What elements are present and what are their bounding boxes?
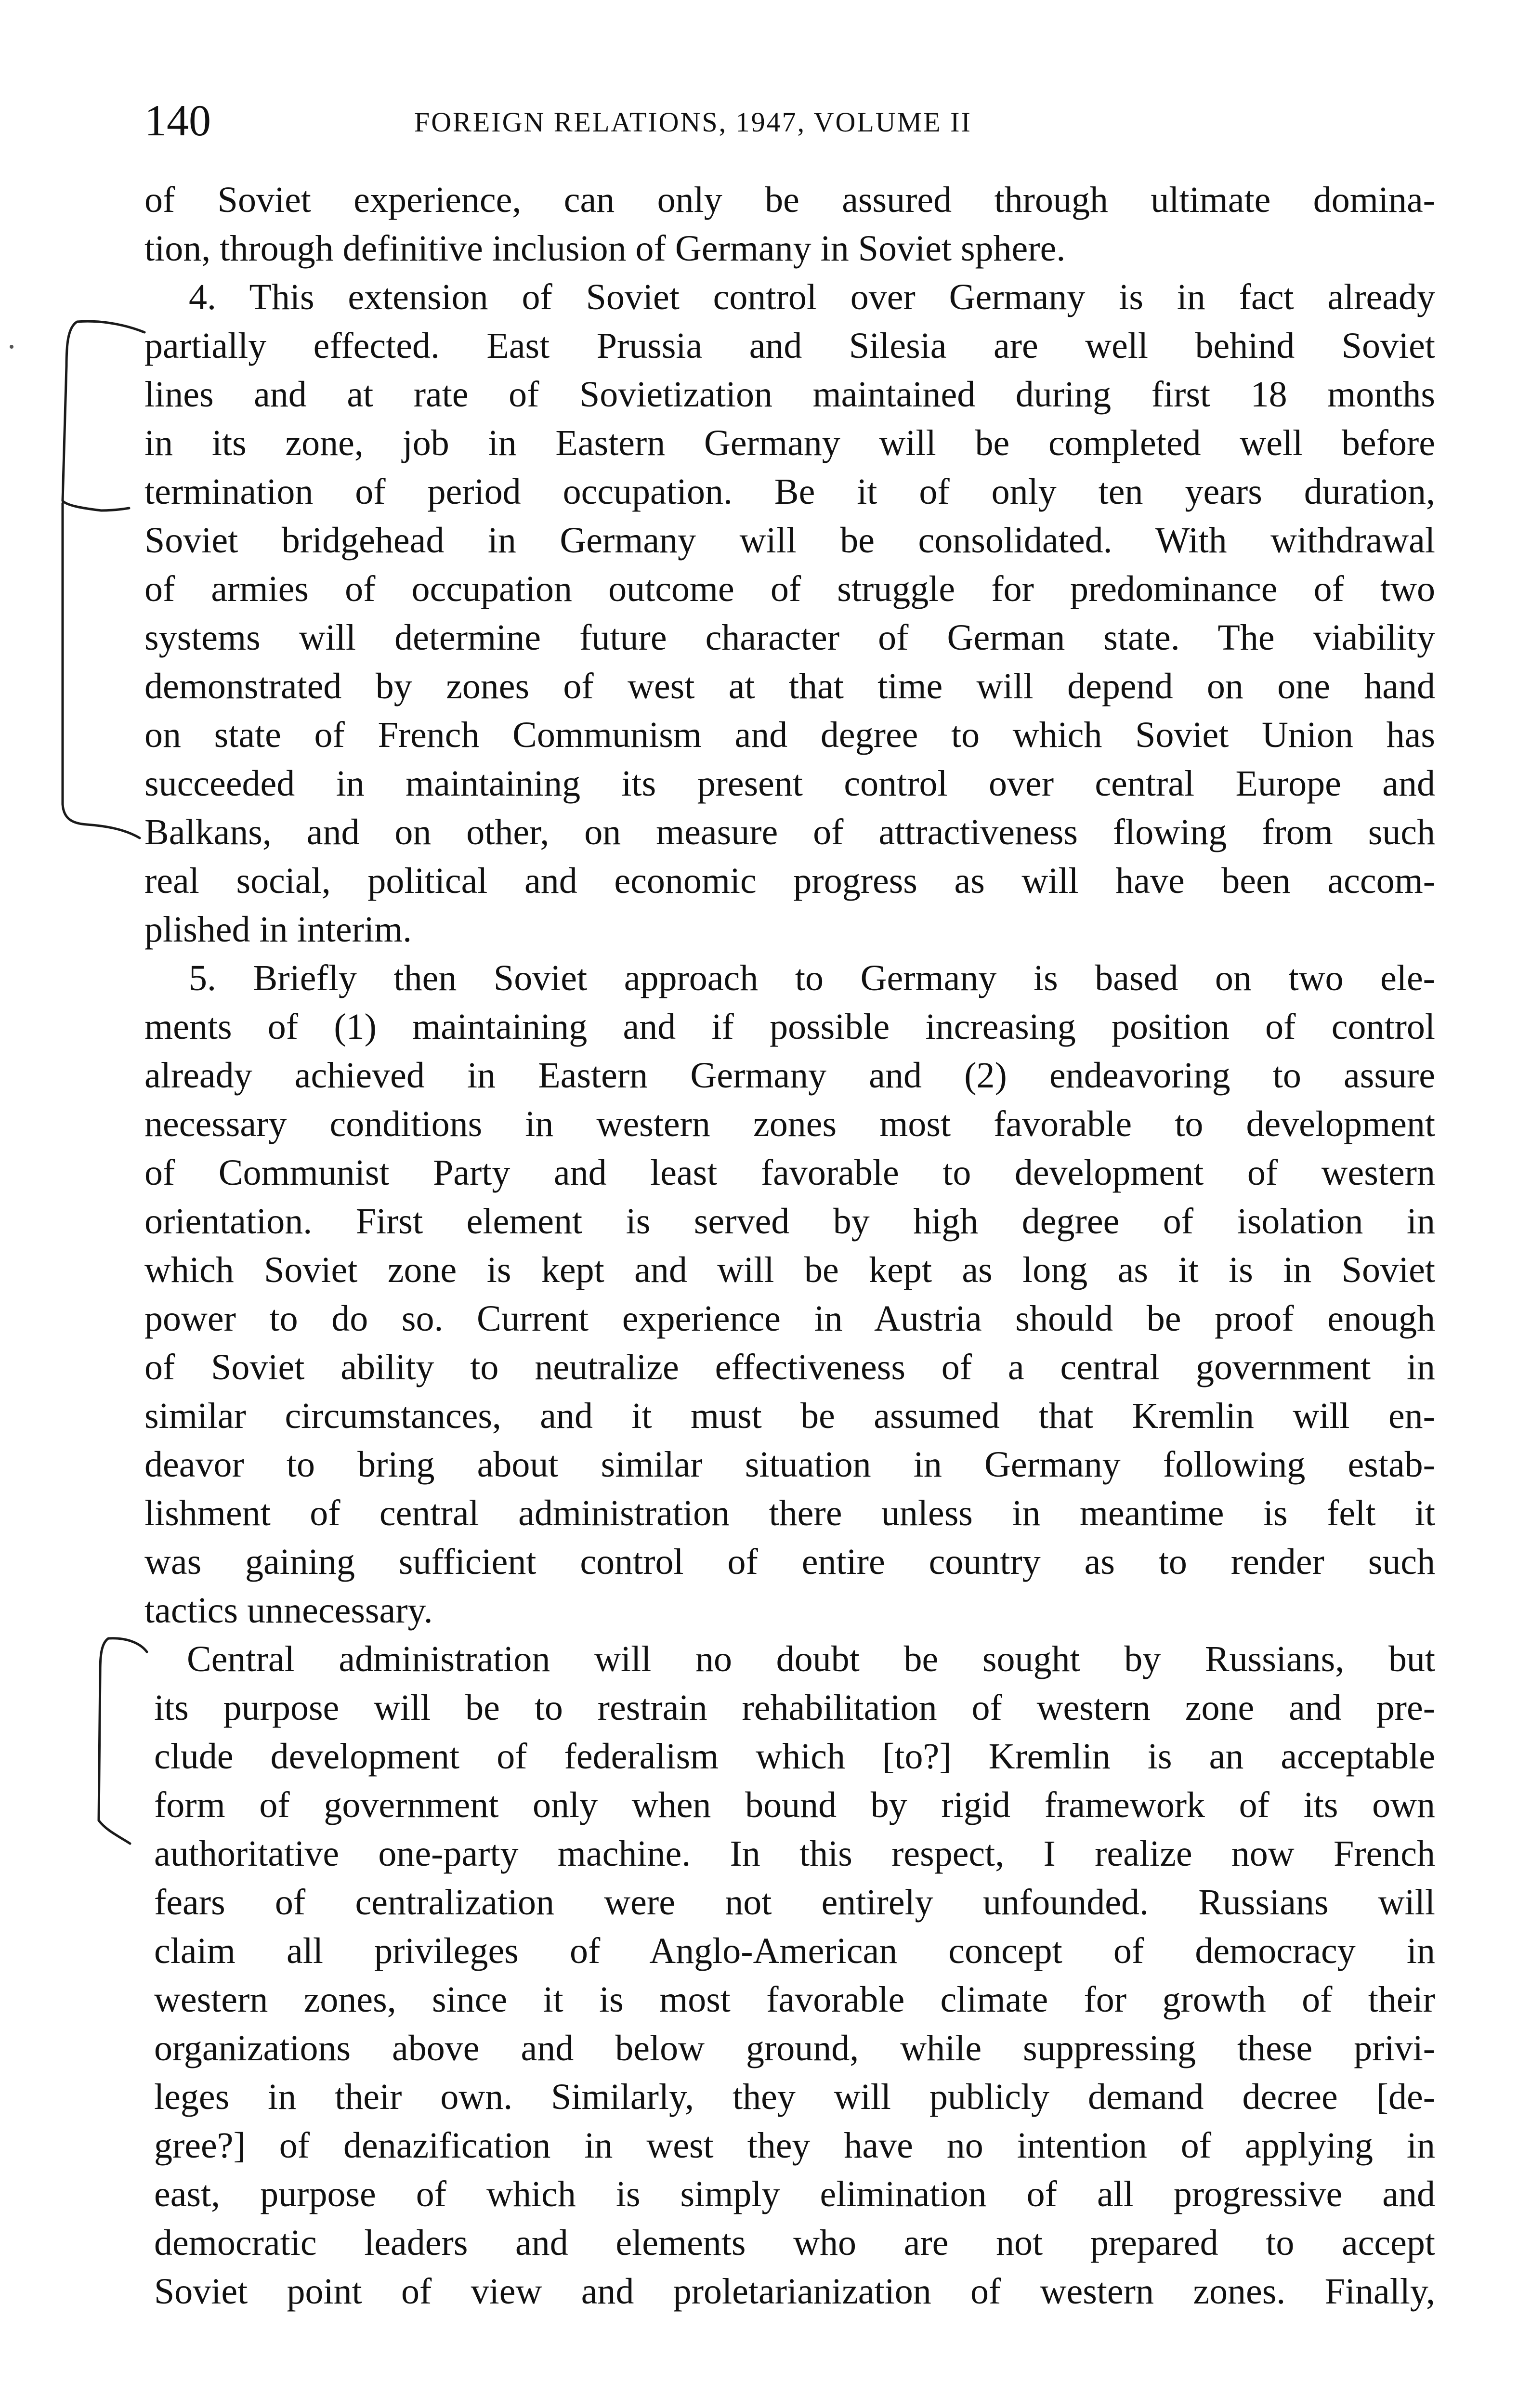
margin-bracket-middle — [63, 503, 140, 838]
text-line: clude development of federalism which [to?] Kremlin is an acceptable — [154, 1736, 1435, 1777]
text-line: succeeded in maintaining its present control over central Europe and — [144, 763, 1435, 804]
text-line: similar circumstances, and it must be assumed that Kremlin will en- — [144, 1396, 1435, 1436]
text-line: partially effected. East Prussia and Silesia are well behind Soviet — [144, 326, 1435, 366]
page-number: 140 — [144, 96, 211, 145]
text-line: already achieved in Eastern Germany and (2) endeavoring to assure — [144, 1055, 1435, 1096]
text-line: Soviet bridgehead in Germany will be consolidated. With withdrawal — [144, 520, 1435, 561]
text-line: plished in interim. — [144, 909, 412, 950]
text-line: of Communist Party and least favorable to development of western — [144, 1152, 1435, 1193]
text-line: termination of period occupation. Be it of only ten years duration, — [144, 471, 1435, 512]
text-line: form of government only when bound by rigid framework of its own — [154, 1785, 1435, 1825]
text-line: orientation. First element is served by high degree of isolation in — [144, 1201, 1435, 1242]
text-line: western zones, since it is most favorable climate for growth of their — [154, 1979, 1435, 2020]
text-line: systems will determine future character of German state. The viability — [144, 617, 1435, 658]
text-line: authoritative one-party machine. In this respect, I realize now French — [154, 1833, 1435, 1874]
text-line: on state of French Communism and degree to which Soviet Union has — [144, 715, 1435, 755]
text-line: of Soviet ability to neutralize effectiveness of a central government in — [144, 1347, 1435, 1387]
text-line: fears of centralization were not entirely unfounded. Russians will — [154, 1882, 1435, 1923]
text-line: gree?] of denazification in west they have no intention of applying in — [154, 2125, 1435, 2166]
text-line: real social, political and economic progress as will have been accom- — [144, 861, 1435, 901]
text-line: ments of (1) maintaining and if possible increasing position of control — [144, 1007, 1435, 1047]
text-line: organizations above and below ground, while suppressing these privi- — [154, 2028, 1435, 2068]
text-line: demonstrated by zones of west at that time will depend on one hand — [144, 666, 1435, 707]
text-line: Balkans, and on other, on measure of attractiveness flowing from such — [144, 812, 1435, 852]
text-line: in its zone, job in Eastern Germany will be completed well before — [144, 423, 1435, 463]
paragraph-start-line: Central administration will no doubt be sought by Russians, but — [187, 1639, 1435, 1679]
text-line: tactics unnecessary. — [144, 1590, 433, 1631]
paragraph-start-line: 4. This extension of Soviet control over Germany is in fact already — [189, 277, 1435, 317]
text-line: democratic leaders and elements who are not prepared to accept — [154, 2223, 1435, 2263]
text-line: which Soviet zone is kept and will be kept as long as it is in Soviet — [144, 1250, 1435, 1290]
running-head: FOREIGN RELATIONS, 1947, VOLUME II — [414, 106, 972, 138]
text-line: power to do so. Current experience in Austria should be proof enough — [144, 1298, 1435, 1339]
text-line: deavor to bring about similar situation in Germany following estab- — [144, 1444, 1435, 1485]
text-line: necessary conditions in western zones most favorable to development — [144, 1104, 1435, 1144]
page-header — [140, 89, 1430, 152]
text-line: lishment of central administration there unless in meantime is felt it — [144, 1493, 1435, 1533]
margin-bracket-upper — [63, 321, 144, 510]
text-line: was gaining sufficient control of entire country as to render such — [144, 1542, 1435, 1582]
text-line: its purpose will be to restrain rehabilitation of western zone and pre- — [154, 1688, 1435, 1728]
text-line: tion, through definitive inclusion of Germany in Soviet sphere. — [144, 228, 1066, 269]
text-line: claim all privileges of Anglo-American concept of democracy in — [154, 1931, 1435, 1971]
text-line: Soviet point of view and proletarianization of western zones. Finally, — [154, 2271, 1435, 2312]
margin-bracket-lower — [99, 1638, 147, 1844]
text-line: of Soviet experience, can only be assured through ultimate domina- — [144, 180, 1435, 220]
body-text — [144, 176, 1435, 2316]
margin-speck — [10, 345, 13, 349]
text-line: lines and at rate of Sovietization maintained during first 18 months — [144, 374, 1435, 415]
text-line: east, purpose of which is simply elimination of all progressive and — [154, 2174, 1435, 2214]
paragraph-start-line: 5. Briefly then Soviet approach to Germany is based on two ele- — [189, 958, 1435, 998]
text-line: leges in their own. Similarly, they will publicly demand decree [de- — [154, 2077, 1435, 2117]
text-line: of armies of occupation outcome of struggle for predominance of two — [144, 569, 1435, 609]
